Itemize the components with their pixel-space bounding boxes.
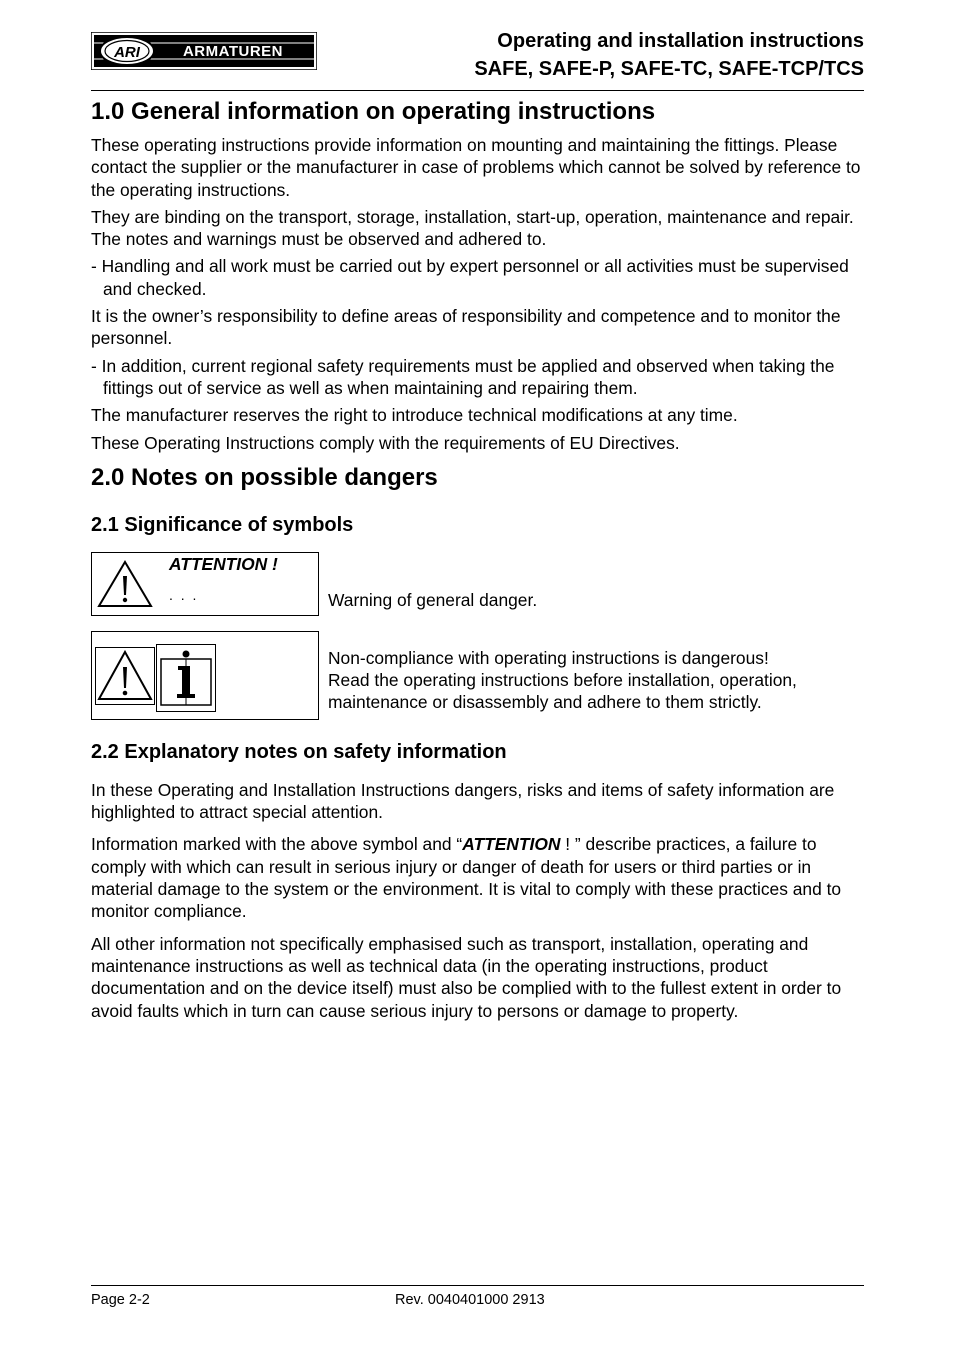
symbol-row-attention <box>91 552 864 616</box>
page-content <box>91 96 864 1027</box>
section1-paragraph-3: The notes and warnings must be observed and adhered to. <box>91 229 547 250</box>
section1-bullet-1: - Handling and all work must be carried out by expert personnel or all activities must be supervised and checked. <box>91 256 849 299</box>
section1-paragraph-6: These Operating Instructions comply with the requirements of EU Directives. <box>91 432 680 453</box>
ari-armaturen-logo <box>91 32 317 70</box>
document-title <box>474 27 864 83</box>
warning-triangle-icon <box>96 559 154 609</box>
paragraph-2-post: ! ” describe practices, a failure to comply with which can result in serious injury or danger of death for users or third parties or in material damage to the system or the environment. It is vital to comply with these practices and to monitor compliance. <box>91 834 842 922</box>
section2-2-heading: 2.2 Explanatory notes on safety information <box>91 740 507 763</box>
section2-heading: 2.0 Notes on possible dangers <box>91 463 438 491</box>
instructions-description-line1: Non-compliance with operating instructions is dangerous! <box>328 647 769 668</box>
section1-heading: 1.0 General information on operating instructions <box>91 98 656 125</box>
section2-2-paragraph-3: All other information not specifically emphasised such as transport, installation, operating and maintenance instructions as well as technical data (in the operating instructions, product documentation and on the device itself) must also be complied with to the fullest extent in order to avoid faults which in turn can cause serious injury to persons or damage to property. <box>91 933 842 1021</box>
section1-paragraph-2: They are binding on the transport, storage, installation, start-up, operation, maintenance and repair. <box>91 206 854 227</box>
instructions-description <box>328 647 868 714</box>
attention-emphasis: ATTENTION <box>462 834 561 855</box>
section1-paragraph-5: The manufacturer reserves the right to introduce technical modifications at any time. <box>91 405 738 426</box>
section2-1-heading: 2.1 Significance of symbols <box>91 513 354 536</box>
logo-brand-word: ARMATUREN <box>182 43 284 60</box>
warning-triangle-icon <box>95 647 155 705</box>
page-number: Page 2-2 <box>91 1292 150 1308</box>
symbol-row-instructions <box>91 631 864 721</box>
paragraph-2-pre: Information marked with the above symbol and “ <box>91 834 463 855</box>
logo-brand-text: ARI <box>114 44 140 61</box>
attention-dots: . . . <box>169 586 199 603</box>
document-title-line1: Operating and installation instructions <box>497 30 864 52</box>
attention-description: Warning of general danger. <box>328 589 538 610</box>
attention-symbol-box <box>91 552 319 616</box>
page-header <box>91 22 864 91</box>
section1-paragraph-4: It is the owner’s responsibility to define areas of responsibility and competence and to monitor the personnel. <box>91 306 841 349</box>
section1-bullet-2: - In addition, current regional safety requirements must be applied and observed when taking the fittings out of service as well as when maintaining and repairing them. <box>91 355 835 398</box>
section1-paragraph-1: These operating instructions provide information on mounting and maintaining the fittings. Please contact the supplier or the manufacturer in case of problems which cannot be solved by reference to the operating instructions. <box>91 135 861 200</box>
section2-2-paragraph-2 <box>91 833 864 922</box>
section2-2-paragraph-1: In these Operating and Installation Instructions dangers, risks and items of safety information are highlighted to attract special attention. <box>91 779 835 823</box>
revision-number: Rev. 0040401000 2913 <box>395 1292 545 1308</box>
information-book-icon <box>156 644 216 712</box>
document-title-line2: SAFE, SAFE-P, SAFE-TC, SAFE-TCP/TCS <box>474 58 864 80</box>
attention-label: ATTENTION ! <box>169 553 278 574</box>
page-footer <box>91 1285 864 1308</box>
instructions-description-line2: Read the operating instructions before installation, operation, maintenance or disassembly and adhere to them strictly. <box>328 670 797 713</box>
instructions-symbol-box <box>91 631 319 720</box>
